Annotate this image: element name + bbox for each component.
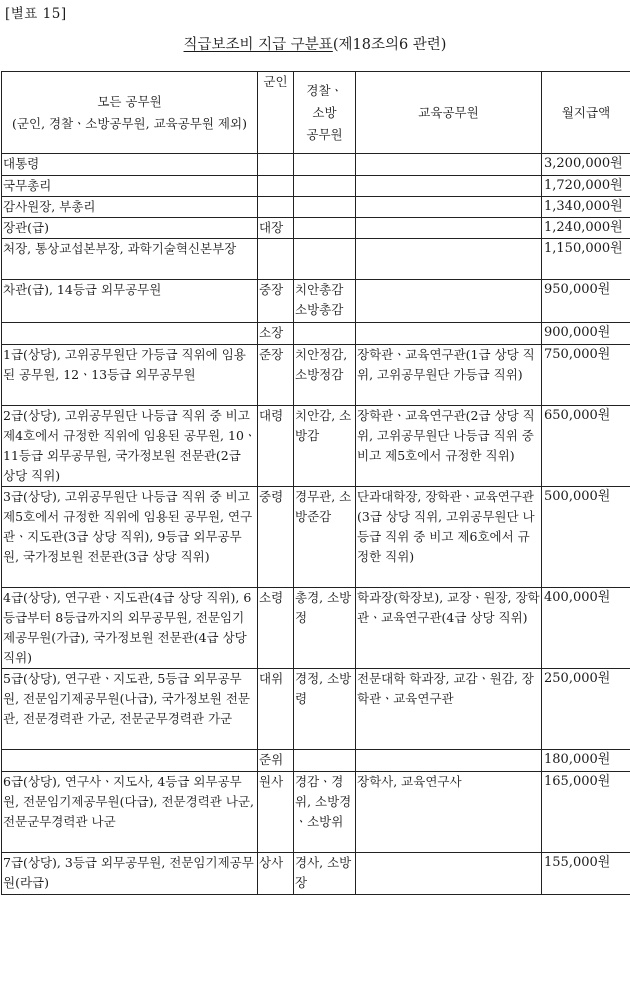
cell-military <box>258 197 294 218</box>
cell-military: 상사 <box>258 853 294 895</box>
cell-amount: 1,720,000원 <box>542 176 630 197</box>
cell-military: 준장 <box>258 345 294 406</box>
table-row <box>2 853 630 895</box>
cell-military: 대령 <box>258 406 294 487</box>
cell-amount: 1,150,000원 <box>542 239 630 280</box>
cell-military: 원사 <box>258 772 294 853</box>
cell-education <box>356 218 542 239</box>
cell-military: 준위 <box>258 750 294 772</box>
cell-education <box>356 239 542 280</box>
header-monthly-amount: 월지급액 <box>542 72 630 154</box>
table-row <box>2 197 630 218</box>
table-row <box>2 176 630 197</box>
header-general-officials: 모든 공무원 (군인, 경찰ㆍ소방공무원, 교육공무원 제외) <box>2 72 258 154</box>
cell-education: 전문대학 학과장, 교감ㆍ원감, 장학관ㆍ교육연구관 <box>356 669 542 750</box>
table-row <box>2 772 630 853</box>
cell-military <box>258 154 294 176</box>
table-row <box>2 323 630 345</box>
cell-education <box>356 280 542 323</box>
cell-general: 1급(상당), 고위공무원단 가등급 직위에 임용된 공무원, 12ㆍ13등급 외무공무원 <box>2 345 258 406</box>
cell-general: 대통령 <box>2 154 258 176</box>
header-military: 군인 <box>258 72 294 154</box>
cell-education <box>356 853 542 895</box>
cell-police-fire: 치안정감, 소방정감 <box>294 345 356 406</box>
cell-military: 소령 <box>258 588 294 669</box>
cell-general: 4급(상당), 연구관ㆍ지도관(4급 상당 직위), 6등급부터 8등급까지의 외무공무원, 전문임기제공무원(가급), 국가정보원 전문관(4급 상당 직위) <box>2 588 258 669</box>
table-row <box>2 218 630 239</box>
table-row <box>2 487 630 588</box>
header-police-fire: 경찰ㆍ 소방 공무원 <box>294 72 356 154</box>
table-title <box>0 33 630 54</box>
cell-education <box>356 176 542 197</box>
cell-military <box>258 239 294 280</box>
cell-police-fire: 치안총감 소방총감 <box>294 280 356 323</box>
cell-police-fire <box>294 197 356 218</box>
cell-amount: 250,000원 <box>542 669 630 750</box>
cell-police-fire: 경사, 소방장 <box>294 853 356 895</box>
table-row <box>2 750 630 772</box>
cell-police-fire: 경감ㆍ경위, 소방경ㆍ소방위 <box>294 772 356 853</box>
cell-amount: 950,000원 <box>542 280 630 323</box>
cell-police-fire: 경무관, 소방준감 <box>294 487 356 588</box>
cell-education: 장학관ㆍ교육연구관(1급 상당 직위, 고위공무원단 가등급 직위) <box>356 345 542 406</box>
cell-amount: 900,000원 <box>542 323 630 345</box>
cell-general: 6급(상당), 연구사ㆍ지도사, 4등급 외무공무원, 전문임기제공무원(다급), 전문경력관 나군, 전문군무경력관 나군 <box>2 772 258 853</box>
cell-amount: 1,240,000원 <box>542 218 630 239</box>
table-row <box>2 588 630 669</box>
cell-general: 2급(상당), 고위공무원단 나등급 직위 중 비고 제4호에서 규정한 직위에 임용된 공무원, 10ㆍ11등급 외무공무원, 국가정보원 전문관(2급 상당 직위) <box>2 406 258 487</box>
cell-military: 대위 <box>258 669 294 750</box>
cell-amount: 3,200,000원 <box>542 154 630 176</box>
cell-general <box>2 750 258 772</box>
cell-amount: 180,000원 <box>542 750 630 772</box>
table-row <box>2 669 630 750</box>
title-main: 직급보조비 지급 구분표 <box>183 37 333 53</box>
cell-amount: 750,000원 <box>542 345 630 406</box>
table-row <box>2 406 630 487</box>
cell-police-fire <box>294 176 356 197</box>
allowance-table <box>1 71 630 895</box>
cell-police-fire: 경정, 소방령 <box>294 669 356 750</box>
cell-police-fire <box>294 154 356 176</box>
annex-label: [별표 15] <box>5 6 67 22</box>
cell-general: 국무총리 <box>2 176 258 197</box>
cell-general: 7급(상당), 3등급 외무공무원, 전문임기제공무원(라급) <box>2 853 258 895</box>
cell-education <box>356 154 542 176</box>
table-row <box>2 239 630 280</box>
cell-police-fire <box>294 239 356 280</box>
header-row <box>2 72 630 154</box>
cell-education: 학과장(학장보), 교장ㆍ원장, 장학관ㆍ교육연구관(4급 상당 직위) <box>356 588 542 669</box>
cell-education <box>356 197 542 218</box>
cell-military: 대장 <box>258 218 294 239</box>
cell-police-fire: 치안감, 소방감 <box>294 406 356 487</box>
cell-police-fire <box>294 323 356 345</box>
cell-education <box>356 750 542 772</box>
cell-military: 중령 <box>258 487 294 588</box>
cell-education: 단과대학장, 장학관ㆍ교육연구관(3급 상당 직위, 고위공무원단 나등급 직위 중 비고 제6호에서 규정한 직위) <box>356 487 542 588</box>
cell-general: 감사원장, 부총리 <box>2 197 258 218</box>
cell-military: 중장 <box>258 280 294 323</box>
header-education: 교육공무원 <box>356 72 542 154</box>
cell-general: 차관(급), 14등급 외무공무원 <box>2 280 258 323</box>
cell-police-fire <box>294 218 356 239</box>
cell-military: 소장 <box>258 323 294 345</box>
cell-amount: 650,000원 <box>542 406 630 487</box>
cell-general: 처장, 통상교섭본부장, 과학기술혁신본부장 <box>2 239 258 280</box>
cell-amount: 400,000원 <box>542 588 630 669</box>
cell-general: 3급(상당), 고위공무원단 나등급 직위 중 비고 제5호에서 규정한 직위에 임용된 공무원, 연구관ㆍ지도관(3급 상당 직위), 9등급 외무공무원, 국가정보원 전문관(3급 상당 직위) <box>2 487 258 588</box>
cell-military <box>258 176 294 197</box>
table-row <box>2 345 630 406</box>
cell-amount: 500,000원 <box>542 487 630 588</box>
cell-police-fire <box>294 750 356 772</box>
cell-amount: 155,000원 <box>542 853 630 895</box>
cell-education <box>356 323 542 345</box>
cell-education: 장학사, 교육연구사 <box>356 772 542 853</box>
cell-amount: 165,000원 <box>542 772 630 853</box>
cell-general: 장관(급) <box>2 218 258 239</box>
table-row <box>2 280 630 323</box>
cell-general <box>2 323 258 345</box>
cell-amount: 1,340,000원 <box>542 197 630 218</box>
cell-general: 5급(상당), 연구관ㆍ지도관, 5등급 외무공무원, 전문임기제공무원(나급), 국가정보원 전문관, 전문경력관 가군, 전문군무경력관 가군 <box>2 669 258 750</box>
cell-police-fire: 총경, 소방정 <box>294 588 356 669</box>
title-reference: (제18조의6 관련) <box>332 37 447 53</box>
cell-education: 장학관ㆍ교육연구관(2급 상당 직위, 고위공무원단 나등급 직위 중 비고 제5호에서 규정한 직위) <box>356 406 542 487</box>
table-row <box>2 154 630 176</box>
